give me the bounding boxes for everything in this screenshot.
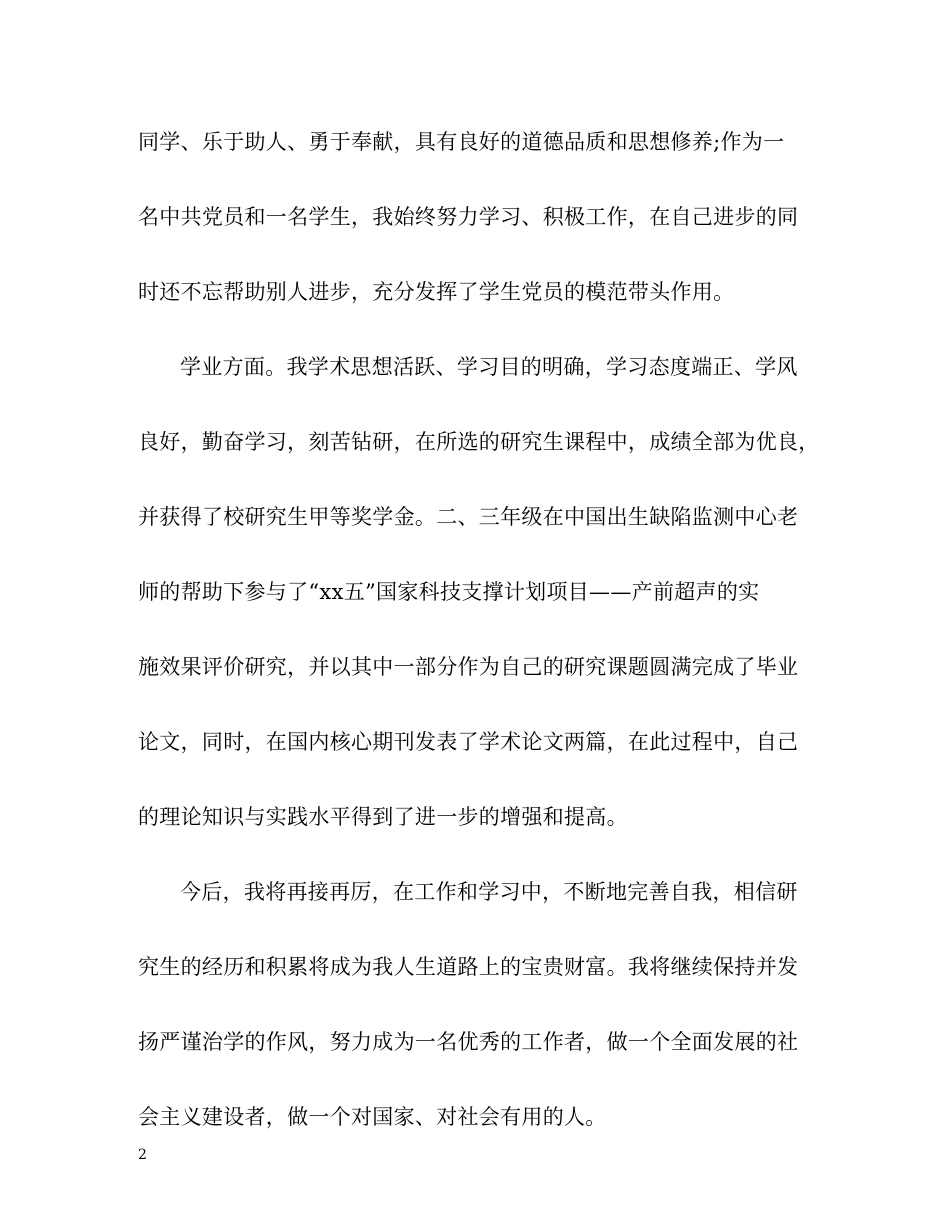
text-line: 论文，同时，在国内核心期刊发表了学术论文两篇，在此过程中，自己 xyxy=(138,730,799,754)
text-line: 的理论知识与实践水平得到了进一步的增强和提高。 xyxy=(138,805,628,829)
text-line: 会主义建设者，做一个对国家、对社会有用的人。 xyxy=(138,1105,607,1129)
text-line: 今后，我将再接再厉，在工作和学习中，不断地完善自我，相信研 xyxy=(180,880,798,904)
text-line: 究生的经历和积累将成为我人生道路上的宝贵财富。我将继续保持并发 xyxy=(138,955,799,979)
text-line: 时还不忘帮助别人进步，充分发挥了学生党员的模范带头作用。 xyxy=(138,280,735,304)
text-line: 名中共党员和一名学生，我始终努力学习、积极工作，在自己进步的同 xyxy=(138,205,799,229)
text-line: 良好，勤奋学习，刻苦钻研，在所选的研究生课程中，成绩全部为优良， xyxy=(138,430,820,454)
text-line: 同学、乐于助人、勇于奉献，具有良好的道德品质和思想修养;作为一 xyxy=(138,130,785,154)
text-line: 扬严谨治学的作风，努力成为一名优秀的工作者，做一个全面发展的社 xyxy=(138,1030,799,1054)
page-number: 2 xyxy=(138,1147,147,1163)
text-line: 师的帮助下参与了“xx五”国家科技支撑计划项目——产前超声的实 xyxy=(138,580,760,604)
text-line: 并获得了校研究生甲等奖学金。二、三年级在中国出生缺陷监测中心老 xyxy=(138,505,799,529)
text-line: 施效果评价研究，并以其中一部分作为自己的研究课题圆满完成了毕业 xyxy=(138,655,799,679)
text-line: 学业方面。我学术思想活跃、学习目的明确，学习态度端正、学风 xyxy=(180,355,798,379)
